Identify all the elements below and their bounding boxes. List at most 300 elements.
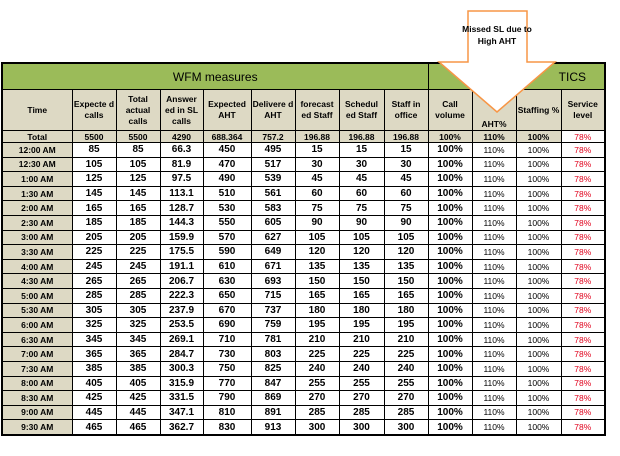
value-cell: 245: [72, 259, 116, 274]
value-cell: 365: [72, 347, 116, 362]
time-cell: 9:30 AM: [2, 420, 72, 435]
value-cell: 100%: [428, 318, 472, 333]
value-cell: 100%: [428, 259, 472, 274]
time-cell: 8:30 AM: [2, 391, 72, 406]
value-cell: 671: [251, 259, 295, 274]
value-cell: 630: [203, 274, 251, 289]
value-cell: 110%: [472, 318, 516, 333]
time-cell: 6:30 AM: [2, 332, 72, 347]
value-cell: 270: [339, 391, 384, 406]
value-cell: 100%: [428, 391, 472, 406]
value-cell: 495: [251, 143, 295, 158]
value-cell: 81.9: [160, 157, 203, 172]
total-row: [2, 131, 605, 143]
callout-text: Missed SL due to High AHT: [462, 24, 532, 46]
column-header: Staffing %: [516, 90, 561, 131]
table-row: [2, 391, 605, 406]
time-cell: 1:00 AM: [2, 172, 72, 187]
value-cell: 110%: [472, 288, 516, 303]
column-header: Schedul ed Staff: [339, 90, 384, 131]
value-cell: 90: [339, 215, 384, 230]
value-cell: 135: [295, 259, 339, 274]
table-row: [2, 361, 605, 376]
value-cell: 550: [203, 215, 251, 230]
value-cell: 196.88: [384, 131, 428, 143]
value-cell: 693: [251, 274, 295, 289]
value-cell: 105: [72, 157, 116, 172]
table-row: [2, 186, 605, 201]
value-cell: 425: [72, 391, 116, 406]
value-cell: 715: [251, 288, 295, 303]
value-cell: 690: [203, 318, 251, 333]
value-cell: 75: [384, 201, 428, 216]
value-cell: 5500: [72, 131, 116, 143]
value-cell: 810: [203, 405, 251, 420]
value-cell: 145: [72, 186, 116, 201]
column-header: Answer ed in SL calls: [160, 90, 203, 131]
value-cell: 100%: [516, 391, 561, 406]
value-cell: 150: [339, 274, 384, 289]
value-cell: 750: [203, 361, 251, 376]
value-cell: 105: [339, 230, 384, 245]
value-cell: 205: [116, 230, 160, 245]
column-header: Call volume: [428, 90, 472, 131]
value-cell: 180: [384, 303, 428, 318]
time-cell: 12:00 AM: [2, 143, 72, 158]
time-cell: 7:00 AM: [2, 347, 72, 362]
value-cell: 100%: [516, 215, 561, 230]
table-row: [2, 405, 605, 420]
value-cell: 78%: [561, 303, 605, 318]
value-cell: 385: [72, 361, 116, 376]
value-cell: 100%: [428, 245, 472, 260]
value-cell: 847: [251, 376, 295, 391]
value-cell: 30: [339, 157, 384, 172]
value-cell: 100%: [428, 361, 472, 376]
column-header: AHT%: [472, 90, 516, 131]
value-cell: 100%: [428, 201, 472, 216]
time-cell: 2:30 AM: [2, 215, 72, 230]
value-cell: 688.364: [203, 131, 251, 143]
table-row: [2, 318, 605, 333]
value-cell: 737: [251, 303, 295, 318]
table-row: [2, 245, 605, 260]
table-row: [2, 376, 605, 391]
value-cell: 445: [116, 405, 160, 420]
column-header: Expected AHT: [203, 90, 251, 131]
value-cell: 362.7: [160, 420, 203, 435]
value-cell: 120: [384, 245, 428, 260]
value-cell: 100%: [516, 274, 561, 289]
value-cell: 110%: [472, 361, 516, 376]
value-cell: 210: [339, 332, 384, 347]
value-cell: 78%: [561, 245, 605, 260]
table-row: [2, 288, 605, 303]
value-cell: 15: [339, 143, 384, 158]
value-cell: 78%: [561, 157, 605, 172]
value-cell: 110%: [472, 131, 516, 143]
value-cell: 210: [384, 332, 428, 347]
value-cell: 803: [251, 347, 295, 362]
value-cell: 110%: [472, 172, 516, 187]
value-cell: 195: [295, 318, 339, 333]
value-cell: 78%: [561, 172, 605, 187]
table-row: [2, 259, 605, 274]
value-cell: 196.88: [295, 131, 339, 143]
value-cell: 60: [384, 186, 428, 201]
value-cell: 135: [339, 259, 384, 274]
value-cell: 530: [203, 201, 251, 216]
value-cell: 285: [384, 405, 428, 420]
value-cell: 270: [384, 391, 428, 406]
value-cell: 110%: [472, 186, 516, 201]
column-header: Delivere d AHT: [251, 90, 295, 131]
value-cell: 255: [384, 376, 428, 391]
value-cell: 100%: [428, 288, 472, 303]
time-cell: 4:30 AM: [2, 274, 72, 289]
value-cell: 110%: [472, 201, 516, 216]
column-header: Total actual calls: [116, 90, 160, 131]
value-cell: 590: [203, 245, 251, 260]
value-cell: 285: [339, 405, 384, 420]
value-cell: 100%: [516, 288, 561, 303]
value-cell: 105: [116, 157, 160, 172]
value-cell: 100%: [428, 172, 472, 187]
table-row: [2, 201, 605, 216]
value-cell: 165: [339, 288, 384, 303]
value-cell: 120: [295, 245, 339, 260]
value-cell: 195: [384, 318, 428, 333]
value-cell: 331.5: [160, 391, 203, 406]
value-cell: 517: [251, 157, 295, 172]
value-cell: 78%: [561, 230, 605, 245]
value-cell: 110%: [472, 245, 516, 260]
value-cell: 100%: [516, 361, 561, 376]
value-cell: 225: [72, 245, 116, 260]
value-cell: 128.7: [160, 201, 203, 216]
value-cell: 510: [203, 186, 251, 201]
time-cell: 12:30 AM: [2, 157, 72, 172]
wfm-table: [1, 62, 606, 436]
value-cell: 110%: [472, 391, 516, 406]
value-cell: 78%: [561, 332, 605, 347]
value-cell: 405: [72, 376, 116, 391]
value-cell: 78%: [561, 376, 605, 391]
value-cell: 185: [72, 215, 116, 230]
value-cell: 185: [116, 215, 160, 230]
value-cell: 465: [116, 420, 160, 435]
value-cell: 100%: [516, 245, 561, 260]
value-cell: 125: [116, 172, 160, 187]
value-cell: 100%: [516, 376, 561, 391]
table-row: [2, 230, 605, 245]
time-cell: 2:00 AM: [2, 201, 72, 216]
value-cell: 100%: [428, 131, 472, 143]
value-cell: 100%: [516, 420, 561, 435]
table-row: [2, 172, 605, 187]
value-cell: 347.1: [160, 405, 203, 420]
value-cell: 110%: [472, 230, 516, 245]
value-cell: 78%: [561, 361, 605, 376]
value-cell: 113.1: [160, 186, 203, 201]
value-cell: 255: [339, 376, 384, 391]
value-cell: 365: [116, 347, 160, 362]
value-cell: 325: [116, 318, 160, 333]
time-cell: Total: [2, 131, 72, 143]
value-cell: 150: [295, 274, 339, 289]
value-cell: 100%: [516, 143, 561, 158]
value-cell: 790: [203, 391, 251, 406]
value-cell: 15: [384, 143, 428, 158]
value-cell: 222.3: [160, 288, 203, 303]
value-cell: 710: [203, 332, 251, 347]
value-cell: 180: [339, 303, 384, 318]
value-cell: 270: [295, 391, 339, 406]
value-cell: 265: [116, 274, 160, 289]
value-cell: 583: [251, 201, 295, 216]
value-cell: 490: [203, 172, 251, 187]
value-cell: 135: [384, 259, 428, 274]
value-cell: 225: [295, 347, 339, 362]
value-cell: 90: [384, 215, 428, 230]
value-cell: 15: [295, 143, 339, 158]
column-header: Service level: [561, 90, 605, 131]
value-cell: 30: [295, 157, 339, 172]
value-cell: 240: [384, 361, 428, 376]
value-cell: 60: [339, 186, 384, 201]
value-cell: 237.9: [160, 303, 203, 318]
value-cell: 100%: [428, 215, 472, 230]
value-cell: 100%: [428, 230, 472, 245]
time-cell: 4:00 AM: [2, 259, 72, 274]
value-cell: 100%: [428, 274, 472, 289]
value-cell: 265: [72, 274, 116, 289]
value-cell: 305: [72, 303, 116, 318]
value-cell: 110%: [472, 405, 516, 420]
value-cell: 75: [339, 201, 384, 216]
value-cell: 78%: [561, 274, 605, 289]
value-cell: 144.3: [160, 215, 203, 230]
value-cell: 85: [72, 143, 116, 158]
time-cell: 9:00 AM: [2, 405, 72, 420]
value-cell: 670: [203, 303, 251, 318]
value-cell: 90: [295, 215, 339, 230]
value-cell: 285: [72, 288, 116, 303]
value-cell: 100%: [516, 303, 561, 318]
value-cell: 100%: [428, 376, 472, 391]
value-cell: 470: [203, 157, 251, 172]
value-cell: 66.3: [160, 143, 203, 158]
value-cell: 300: [339, 420, 384, 435]
value-cell: 100%: [516, 201, 561, 216]
value-cell: 78%: [561, 201, 605, 216]
value-cell: 196.88: [339, 131, 384, 143]
value-cell: 85: [116, 143, 160, 158]
value-cell: 610: [203, 259, 251, 274]
value-cell: 60: [295, 186, 339, 201]
value-cell: 100%: [428, 405, 472, 420]
column-header: Staff in office: [384, 90, 428, 131]
value-cell: 285: [116, 288, 160, 303]
value-cell: 125: [72, 172, 116, 187]
value-cell: 78%: [561, 391, 605, 406]
value-cell: 100%: [428, 420, 472, 435]
value-cell: 225: [339, 347, 384, 362]
value-cell: 100%: [428, 186, 472, 201]
value-cell: 285: [295, 405, 339, 420]
value-cell: 191.1: [160, 259, 203, 274]
value-cell: 385: [116, 361, 160, 376]
table-row: [2, 274, 605, 289]
column-header: Expecte d calls: [72, 90, 116, 131]
value-cell: 97.5: [160, 172, 203, 187]
value-cell: 78%: [561, 347, 605, 362]
value-cell: 240: [339, 361, 384, 376]
value-cell: 913: [251, 420, 295, 435]
value-cell: 145: [116, 186, 160, 201]
value-cell: 165: [72, 201, 116, 216]
value-cell: 781: [251, 332, 295, 347]
table-row: [2, 143, 605, 158]
value-cell: 78%: [561, 318, 605, 333]
value-cell: 45: [339, 172, 384, 187]
value-cell: 245: [116, 259, 160, 274]
value-cell: 100%: [428, 143, 472, 158]
value-cell: 100%: [428, 347, 472, 362]
value-cell: 75: [295, 201, 339, 216]
value-cell: 627: [251, 230, 295, 245]
value-cell: 759: [251, 318, 295, 333]
time-cell: 7:30 AM: [2, 361, 72, 376]
value-cell: 110%: [472, 332, 516, 347]
value-cell: 110%: [472, 303, 516, 318]
value-cell: 165: [384, 288, 428, 303]
value-cell: 269.1: [160, 332, 203, 347]
value-cell: 78%: [561, 186, 605, 201]
value-cell: 730: [203, 347, 251, 362]
value-cell: 825: [251, 361, 295, 376]
value-cell: 830: [203, 420, 251, 435]
metrics-header: TICS: [428, 63, 605, 90]
value-cell: 105: [295, 230, 339, 245]
value-cell: 78%: [561, 215, 605, 230]
value-cell: 770: [203, 376, 251, 391]
value-cell: 539: [251, 172, 295, 187]
value-cell: 253.5: [160, 318, 203, 333]
value-cell: 650: [203, 288, 251, 303]
value-cell: 110%: [472, 376, 516, 391]
value-cell: 300: [295, 420, 339, 435]
value-cell: 110%: [472, 420, 516, 435]
value-cell: 225: [384, 347, 428, 362]
value-cell: 345: [116, 332, 160, 347]
value-cell: 206.7: [160, 274, 203, 289]
time-cell: 8:00 AM: [2, 376, 72, 391]
time-cell: 5:00 AM: [2, 288, 72, 303]
wfm-measures-header: WFM measures: [2, 63, 428, 90]
value-cell: 100%: [428, 332, 472, 347]
value-cell: 300: [384, 420, 428, 435]
time-cell: 3:00 AM: [2, 230, 72, 245]
value-cell: 450: [203, 143, 251, 158]
value-cell: 570: [203, 230, 251, 245]
column-header: Time: [2, 90, 72, 131]
value-cell: 240: [295, 361, 339, 376]
value-cell: 78%: [561, 420, 605, 435]
value-cell: 284.7: [160, 347, 203, 362]
value-cell: 605: [251, 215, 295, 230]
value-cell: 78%: [561, 143, 605, 158]
value-cell: 100%: [428, 303, 472, 318]
table-row: [2, 303, 605, 318]
value-cell: 45: [295, 172, 339, 187]
value-cell: 100%: [516, 172, 561, 187]
value-cell: 205: [72, 230, 116, 245]
value-cell: 100%: [516, 157, 561, 172]
value-cell: 100%: [428, 157, 472, 172]
value-cell: 757.2: [251, 131, 295, 143]
table-row: [2, 157, 605, 172]
value-cell: 561: [251, 186, 295, 201]
value-cell: 110%: [472, 215, 516, 230]
value-cell: 78%: [561, 288, 605, 303]
column-header: forecast ed Staff: [295, 90, 339, 131]
value-cell: 195: [339, 318, 384, 333]
value-cell: 78%: [561, 131, 605, 143]
value-cell: 325: [72, 318, 116, 333]
value-cell: 175.5: [160, 245, 203, 260]
value-cell: 305: [116, 303, 160, 318]
value-cell: 869: [251, 391, 295, 406]
value-cell: 45: [384, 172, 428, 187]
value-cell: 100%: [516, 347, 561, 362]
value-cell: 891: [251, 405, 295, 420]
value-cell: 110%: [472, 274, 516, 289]
time-cell: 5:30 AM: [2, 303, 72, 318]
value-cell: 255: [295, 376, 339, 391]
value-cell: 30: [384, 157, 428, 172]
time-cell: 3:30 AM: [2, 245, 72, 260]
value-cell: 100%: [516, 259, 561, 274]
time-cell: 6:00 AM: [2, 318, 72, 333]
value-cell: 150: [384, 274, 428, 289]
value-cell: 100%: [516, 332, 561, 347]
value-cell: 5500: [116, 131, 160, 143]
value-cell: 165: [295, 288, 339, 303]
value-cell: 445: [72, 405, 116, 420]
value-cell: 100%: [516, 318, 561, 333]
value-cell: 120: [339, 245, 384, 260]
value-cell: 180: [295, 303, 339, 318]
value-cell: 159.9: [160, 230, 203, 245]
value-cell: 315.9: [160, 376, 203, 391]
value-cell: 78%: [561, 259, 605, 274]
value-cell: 100%: [516, 131, 561, 143]
value-cell: 110%: [472, 143, 516, 158]
value-cell: 225: [116, 245, 160, 260]
table-row: [2, 332, 605, 347]
value-cell: 78%: [561, 405, 605, 420]
value-cell: 110%: [472, 157, 516, 172]
value-cell: 4290: [160, 131, 203, 143]
value-cell: 465: [72, 420, 116, 435]
time-cell: 1:30 AM: [2, 186, 72, 201]
value-cell: 425: [116, 391, 160, 406]
value-cell: 345: [72, 332, 116, 347]
value-cell: 649: [251, 245, 295, 260]
table-row: [2, 215, 605, 230]
value-cell: 100%: [516, 186, 561, 201]
